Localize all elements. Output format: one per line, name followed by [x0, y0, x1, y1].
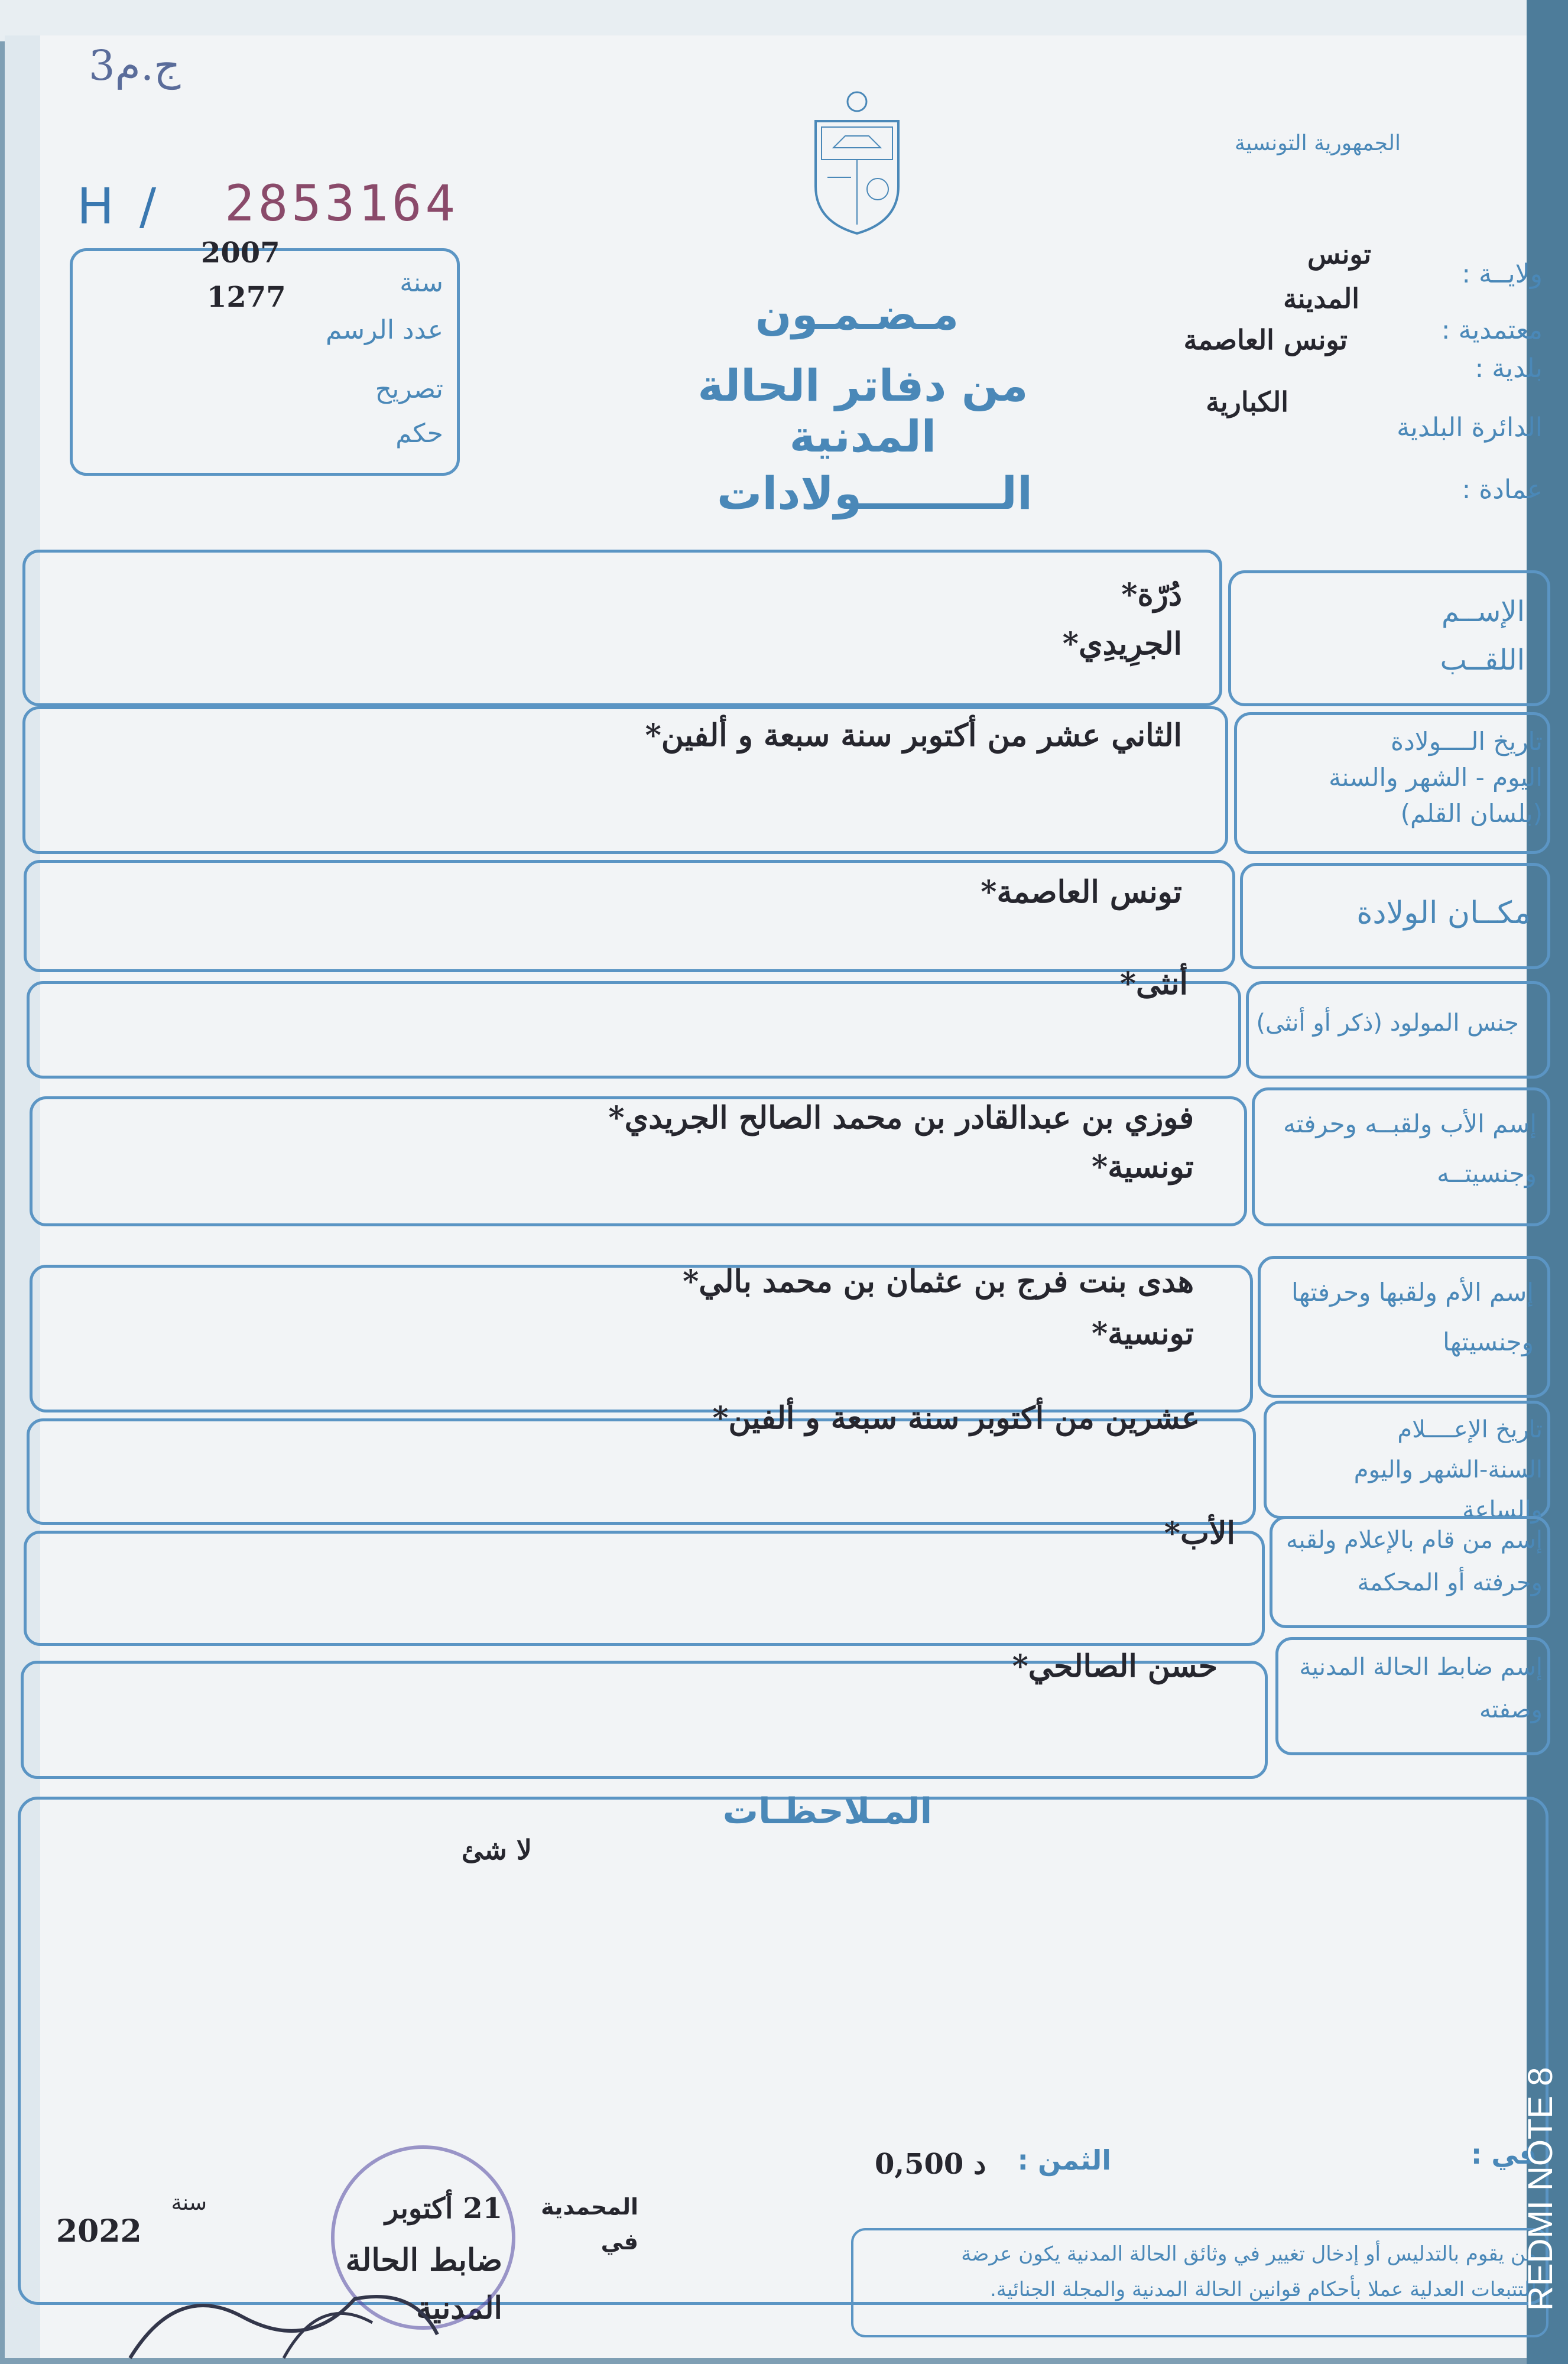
label-officer	[1283, 1646, 1543, 1731]
label-declarant	[1277, 1519, 1543, 1604]
warning-line: من يقوم بالتدليس أو إدخال تغيير في وثائق الحالة المدنية يكون عرضة	[961, 2242, 1537, 2266]
father-nationality-value: تونسية*	[1092, 1149, 1194, 1186]
place-date-label: المحمدية في	[541, 2194, 638, 2255]
officer-title: ضابط الحالة المدنية	[345, 2242, 502, 2326]
mother-nationality-value: تونسية*	[1092, 1316, 1194, 1352]
value-declarant: الأب*	[1164, 1515, 1235, 1551]
label-line: إسم من قام بالإعلام ولقبه	[1286, 1527, 1543, 1554]
year-value-bottom: 2022	[56, 2213, 142, 2249]
serial-prefix: H /	[77, 177, 161, 235]
section-title: الـــــــــولادات	[716, 467, 1033, 519]
label-birthdate	[1247, 724, 1543, 832]
date-fragment-label: في :	[1470, 2138, 1537, 2170]
price-label: الثمن :	[1017, 2144, 1111, 2176]
value-declaration-date: عشرين من أكتوبر سنة سبعة و ألفين*	[712, 1400, 1200, 1436]
remarks-value: لا شئ	[461, 1834, 532, 1866]
warning-text	[863, 2237, 1537, 2307]
mother-name-value: هدى بنت فرج بن عثمان بن محمد بالي*	[683, 1264, 1194, 1300]
title-line2: من دفاتر الحالة المدنية	[697, 361, 1028, 462]
surname-value: الجرِيدِي*	[1062, 626, 1182, 663]
label-line: اللقــب	[1440, 643, 1525, 677]
value-officer: حسن الصالحي*	[1012, 1648, 1218, 1684]
label-birthplace: مكــان الولادة	[1356, 895, 1531, 931]
label-line: إسم الأب ولقبــه وحرفته	[1283, 1109, 1537, 1138]
label-declaration-date	[1271, 1410, 1543, 1530]
baladiya-value: تونس العاصمة	[1183, 324, 1348, 356]
warning-line: للتتبعات العدلية عملا بأحكام قوانين الحالة المدنية والمجلة الجنائية.	[989, 2277, 1537, 2301]
label-mother	[1262, 1268, 1534, 1367]
value-birthdate: الثاني عشر من أكتوبر سنة سبعة و ألفين*	[645, 717, 1182, 754]
price-value: 0,500 د	[875, 2148, 986, 2181]
value-name	[650, 570, 1182, 668]
label-line: وجنسيتها	[1443, 1327, 1534, 1356]
label-line: الإســم	[1442, 595, 1525, 628]
label-line: وحرفته أو المحكمة	[1357, 1569, 1543, 1596]
value-mother	[296, 1256, 1194, 1360]
label-line: تاريخ الــــولادة	[1391, 727, 1543, 756]
republic-heading: الجمهورية التونسية	[1234, 131, 1401, 155]
label-sex: جنس المولود (ذكر أو أنثى)	[1256, 1009, 1519, 1037]
signature-scribble	[106, 2246, 638, 2364]
watermark-text: REDMI NOTE 8	[1521, 2067, 1560, 2311]
label-father	[1265, 1099, 1537, 1199]
year-value: 2007	[201, 236, 280, 269]
mutamadiya-value: المدينة	[1283, 282, 1359, 314]
label-line: تاريخ الإعــــلام	[1397, 1416, 1543, 1443]
father-name-value: فوزي بن عبدالقادر بن محمد الصالح الجريدي*	[608, 1100, 1194, 1136]
label-line: اليوم - الشهر والسنة	[1329, 762, 1543, 792]
label-line: (بلسان القلم)	[1400, 798, 1543, 828]
wilaya-value: تونس	[1307, 238, 1371, 270]
corner-scribble: ج.م3	[89, 41, 181, 90]
title-line1: مـضـمـون	[755, 290, 959, 339]
year-label: سنة	[400, 268, 443, 298]
serial-number: 2853164	[225, 174, 459, 232]
fee-label: عدد الرسم	[326, 315, 443, 345]
baladiya-label: بلدية :	[1475, 353, 1543, 384]
value-father	[177, 1093, 1194, 1191]
value-sex: أنثى*	[1119, 966, 1188, 1002]
daira-value: الكبارية	[1206, 386, 1288, 418]
wilaya-label: ولايــة :	[1462, 259, 1543, 289]
value-birthplace: تونس العاصمة*	[981, 874, 1182, 910]
label-line: السنة-الشهر واليوم والساعة	[1353, 1456, 1543, 1524]
place-date-value: 21 أكتوبر	[385, 2192, 502, 2225]
daira-label: الدائرة البلدية	[1397, 413, 1543, 443]
mutamadiya-label: معتمدية :	[1441, 315, 1543, 345]
label-line: إسم ضابط الحالة المدنية	[1299, 1654, 1543, 1681]
label-line: وصفته	[1479, 1696, 1543, 1723]
camera-watermark	[1515, 1803, 1568, 2334]
judgment-label: حكم	[395, 418, 443, 449]
label-line: وجنسيتــه	[1437, 1159, 1537, 1188]
first-name-value: دُرّة*	[1121, 577, 1182, 613]
label-line: إسم الأم ولقبها وحرفتها	[1291, 1278, 1534, 1307]
year-label-bottom: سنة	[171, 2191, 207, 2215]
label-name	[1253, 588, 1525, 684]
coat-of-arms-emblem	[804, 89, 910, 236]
declaration-label: تصريح	[375, 374, 443, 404]
fee-value: 1277	[207, 281, 286, 314]
remarks-title: المـلاحظـات	[722, 1791, 933, 1832]
imada-label: عمادة :	[1462, 475, 1543, 505]
